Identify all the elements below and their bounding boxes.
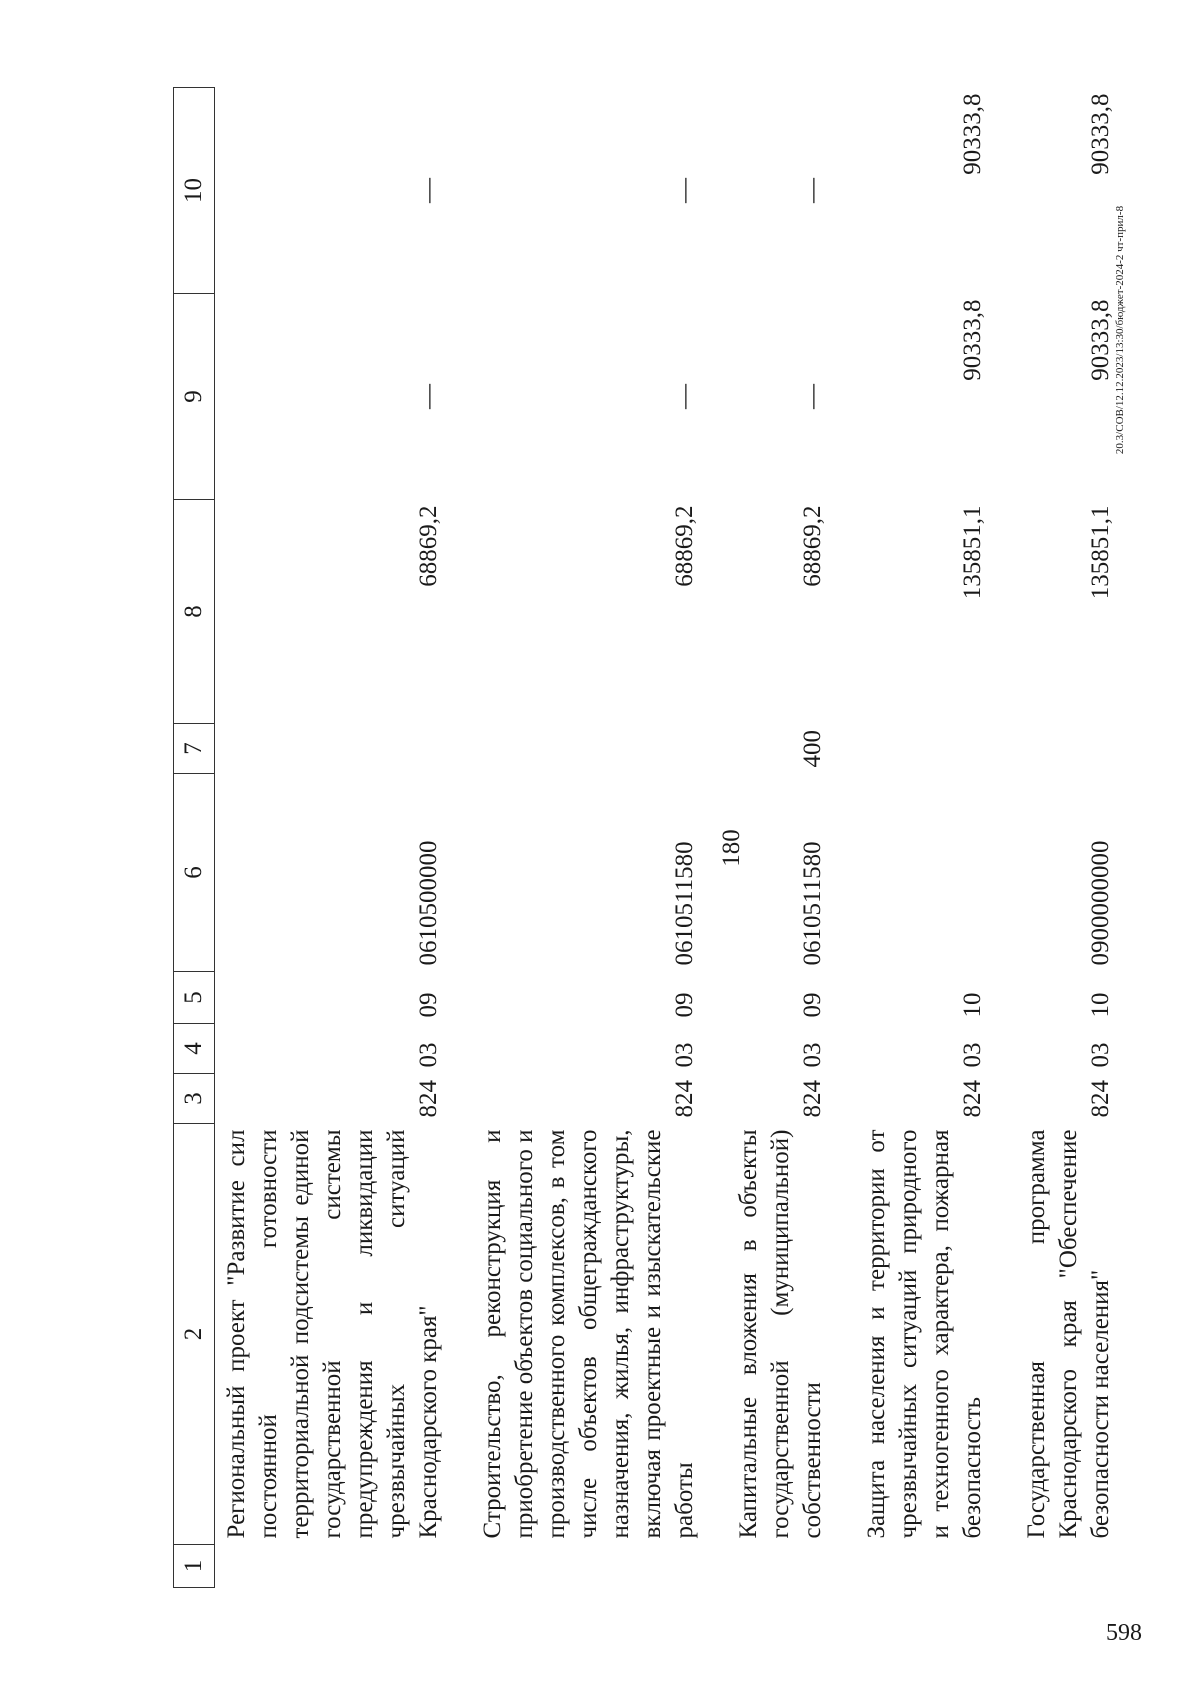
cell-amount-col9: 90333,8 [959,299,986,381]
header-row [174,88,215,1588]
cell-description: Защита населения и территории от чрезвычайных ситуаций природного и техногенного характера, пожарная безопасность [863,1129,986,1539]
cell-expense-type [1015,724,1127,774]
table-row [215,88,472,1588]
cell-description: Государственная программа Краснодарского края "Обеспечение безопасности населения" [1023,1129,1114,1539]
cell-section: 03 [671,1042,698,1068]
cell-amount-col8: 68869,2 [671,505,698,587]
document-footer-code: 20.3/СОВ/12.12.2023/13:30/бюджет-2024-2 чт-прил-8 [1114,205,1126,455]
cell-section: 03 [1087,1042,1114,1068]
cell-amount-col8: 135851,1 [959,505,986,600]
table-row [1015,88,1127,1588]
col-header-2: 2 [174,1124,215,1545]
cell-expense-type [471,724,727,774]
cell-section: 03 [415,1042,442,1068]
cell-col1 [215,1545,472,1588]
col-header-10: 10 [174,88,215,294]
cell-target-article: 0900000000 [1087,840,1114,966]
col-header-9: 9 [174,294,215,500]
cell-expense-type: 400 [799,730,826,768]
col-header-4: 4 [174,1024,215,1074]
cell-col1 [727,1545,855,1588]
col-header-8: 8 [174,500,215,724]
cell-subsection: 10 [1087,992,1114,1018]
cell-subsection: 10 [959,992,986,1018]
cell-col1 [471,1545,727,1588]
page-number: 180 [718,829,745,867]
cell-ministry-code: 824 [671,1080,698,1118]
cell-target-article: 0610511580 [799,841,826,966]
cell-subsection: 09 [671,992,698,1018]
col-header-6: 6 [174,774,215,972]
cell-target-article [855,774,1015,972]
cell-description: Капитальные вложения в объекты государственной (муниципальной) собственности [735,1129,826,1539]
sheet-number: 598 [1106,1620,1142,1646]
cell-amount-col10: — [799,178,826,203]
cell-subsection: 09 [799,992,826,1018]
cell-expense-type [215,724,472,774]
col-header-7: 7 [174,724,215,774]
table-row [855,88,1015,1588]
cell-ministry-code: 824 [415,1080,442,1118]
cell-description: Строительство, реконструкция и приобретение объектов социального и производственного комплексов, в том числе объектов общегражданского назначения, жилья, инфраструктуры, включая проектные и изыскательские работы [479,1129,698,1539]
cell-section: 03 [799,1042,826,1068]
col-header-1: 1 [174,1545,215,1588]
cell-amount-col9: 90333,8 [1087,299,1114,381]
cell-col1 [1015,1545,1127,1588]
cell-subsection: 09 [415,992,442,1018]
cell-expense-type [855,724,1015,774]
cell-amount-col8: 68869,2 [799,505,826,587]
cell-target-article: 0610500000 [415,840,442,966]
table-row [471,88,727,1588]
table-row [727,88,855,1588]
cell-col1 [855,1545,1015,1588]
cell-amount-col9: — [799,384,826,409]
budget-table [173,87,1127,1588]
col-header-3: 3 [174,1074,215,1124]
cell-ministry-code: 824 [1087,1080,1114,1118]
col-header-5: 5 [174,972,215,1024]
cell-section: 03 [959,1042,986,1068]
rotated-table-wrapper [173,88,1200,1588]
cell-amount-col10: — [671,178,698,203]
cell-ministry-code: 824 [959,1080,986,1118]
cell-ministry-code: 824 [799,1080,826,1118]
cell-amount-col10: — [415,178,442,203]
cell-target-article: 0610511580 [671,841,698,966]
cell-amount-col8: 68869,2 [415,505,442,587]
cell-amount-col10: 90333,8 [1087,93,1114,175]
cell-amount-col9: — [415,384,442,409]
cell-amount-col10: 90333,8 [959,93,986,175]
cell-amount-col8: 135851,1 [1087,505,1114,600]
cell-description: Региональный проект "Развитие сил постоянной готовности территориальной подсистемы единой государственной системы предупреждения и ликвидации чрезвычайных ситуаций Краснодарского края" [223,1129,442,1539]
cell-amount-col9: — [671,384,698,409]
